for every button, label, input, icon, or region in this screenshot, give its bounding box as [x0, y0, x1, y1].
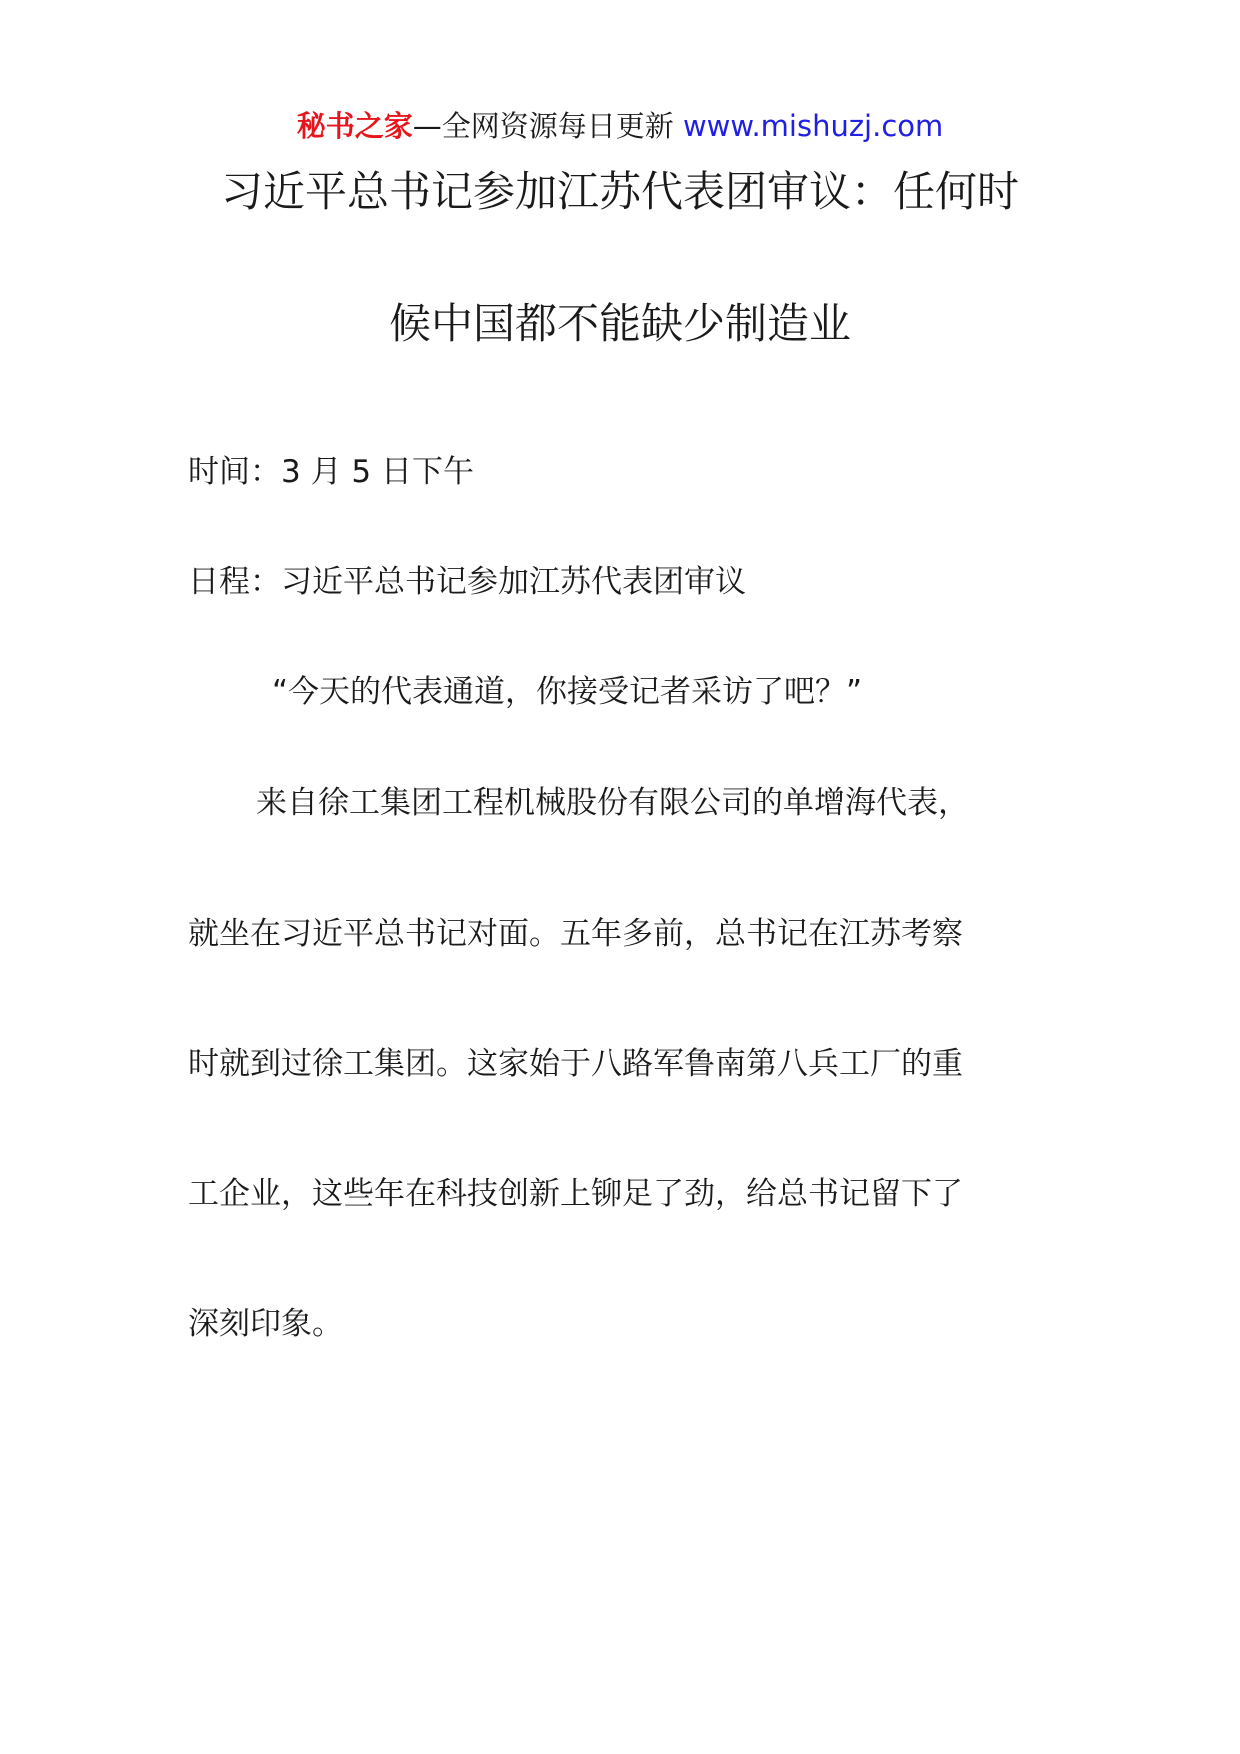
body-line-1: 来自徐工集团工程机械股份有限公司的单增海代表，	[256, 785, 969, 821]
body-line-4: 工企业，这些年在科技创新上铆足了劲，给总书记留下了	[188, 1176, 963, 1212]
banner-slogan: —全网资源每日更新	[412, 109, 674, 143]
quote-paragraph: “今天的代表通道，你接受记者采访了吧？”	[272, 674, 863, 710]
body-line-3: 时就到过徐工集团。这家始于八路军鲁南第八兵工厂的重	[188, 1046, 963, 1082]
body-line-2: 就坐在习近平总书记对面。五年多前，总书记在江苏考察	[188, 916, 963, 952]
body-line-5: 深刻印象。	[188, 1306, 343, 1342]
meta-schedule: 日程：习近平总书记参加江苏代表团审议	[188, 564, 746, 600]
site-url-link[interactable]: www.mishuzj.com	[682, 109, 944, 143]
brand-name: 秘书之家	[296, 109, 413, 143]
title-line-2: 候中国都不能缺少制造业	[388, 299, 851, 348]
site-banner	[0, 104, 1240, 148]
meta-time: 时间：3 月 5 日下午	[188, 454, 475, 490]
title-line-1: 习近平总书记参加江苏代表团审议：任何时	[220, 167, 1019, 216]
